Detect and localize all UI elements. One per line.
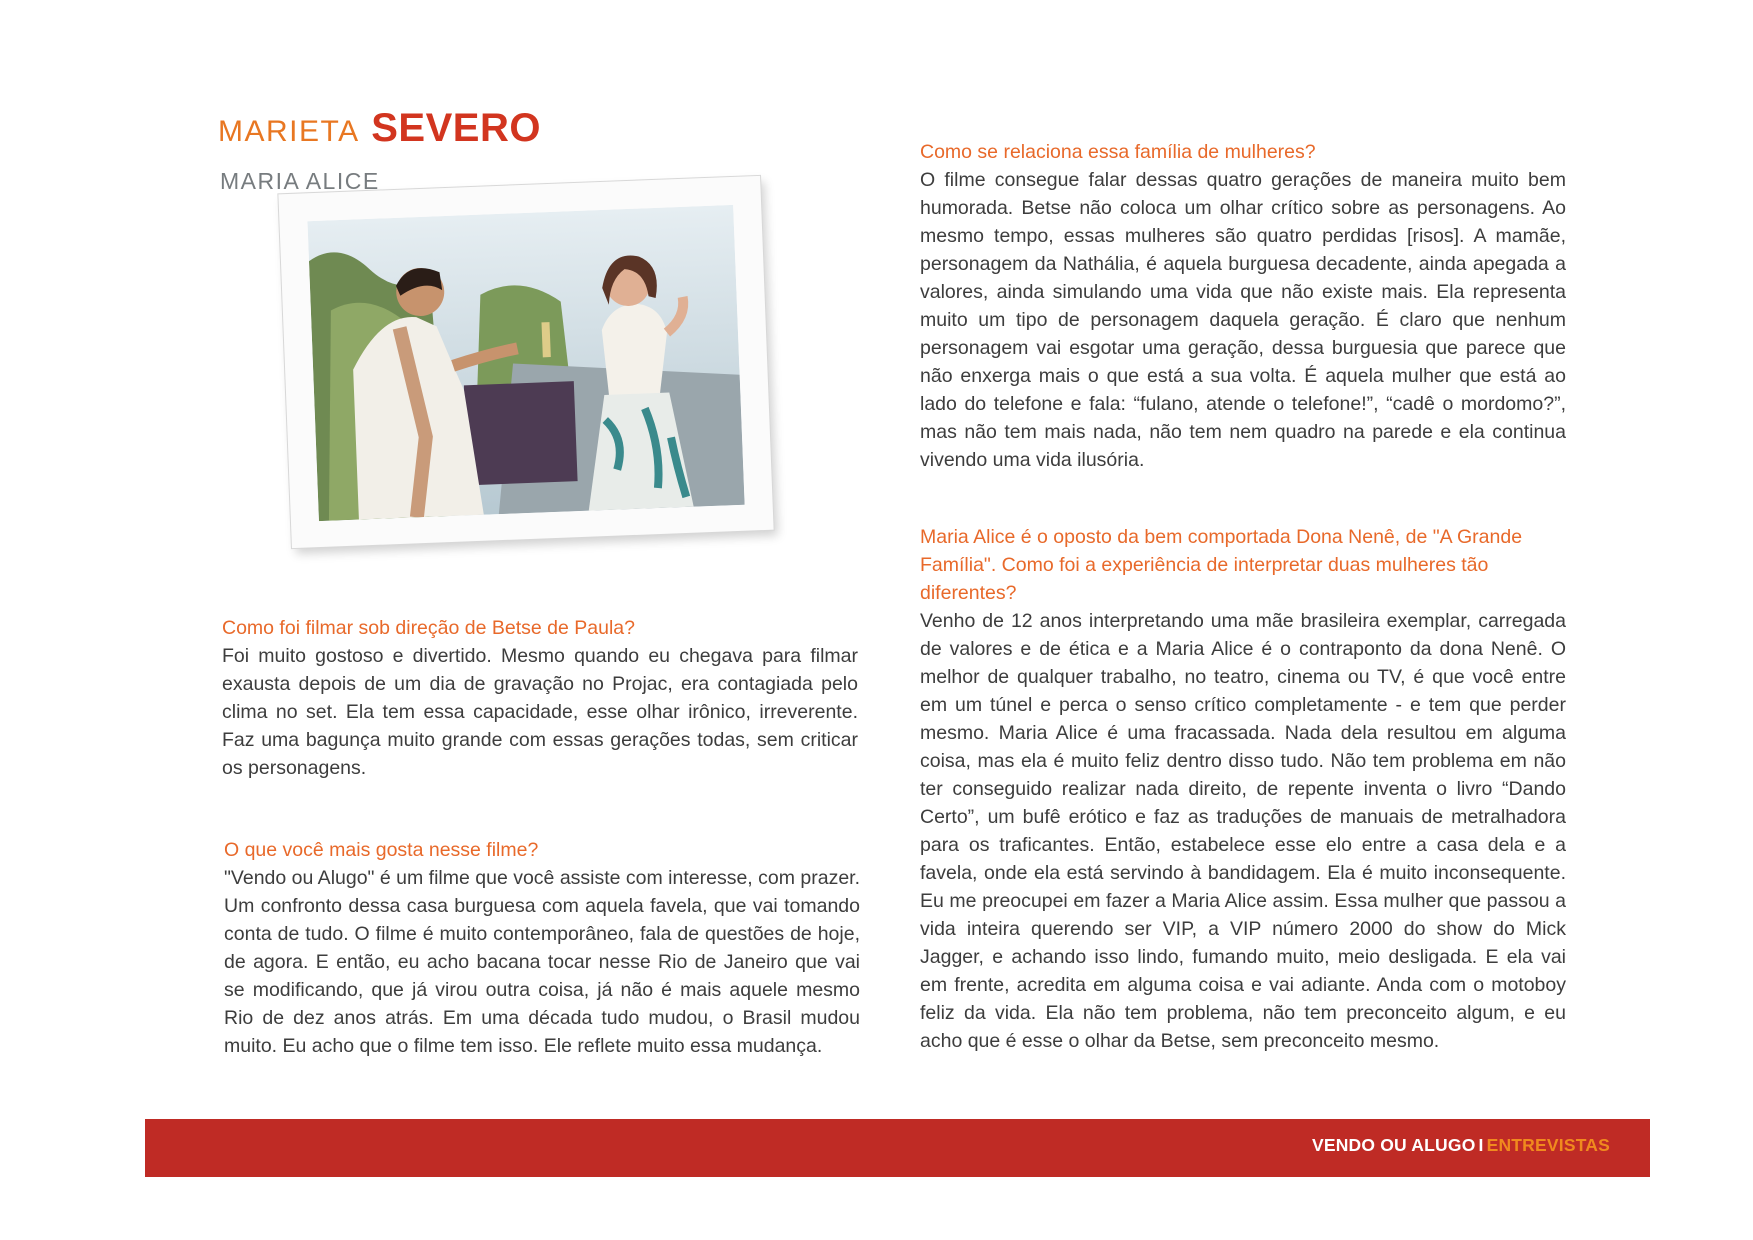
question-heading: O que você mais gosta nesse filme? <box>224 839 539 861</box>
answer-paragraph: "Vendo ou Alugo" é um filme que você assiste com interesse, com prazer. Um confronto dessa casa burguesa com aquela favela, que vai tomando conta de tudo. O filme é muito contemporâneo, fala de questões de hoje, de agora. E então, eu acho bacana tocar nesse Rio de Janeiro que vai se modificando, que já virou outra coisa, já não é mais aquele mesmo Rio de dez anos atrás. Em uma década tudo mudou, o Brasil mudou muito. Eu acho que o filme tem isso. Ele reflete muito essa mudança. <box>224 867 861 1057</box>
footer-separator: I <box>1478 1135 1484 1155</box>
last-name: SEVERO <box>371 106 541 150</box>
page-title <box>218 108 541 148</box>
qa-block-3 <box>920 138 1566 474</box>
answer-paragraph: Foi muito gostoso e divertido. Mesmo quando eu chegava para filmar exausta depois de um dia de gravação no Projac, era contagiada pelo clima no set. Ela tem essa capacidade, esse olhar irônico, irreverente. Faz uma bagunça muito grande com essas gerações todas, sem criticar os personagens. <box>222 645 858 779</box>
answer-paragraph: Venho de 12 anos interpretando uma mãe brasileira exemplar, carregada de valores e de ética e a Maria Alice é o contraponto da dona Nenê. O melhor de qualquer trabalho, no teatro, cinema ou TV, é que você entre em um túnel e perca o senso crítico completamente - e tem que perder mesmo. Maria Alice é uma fracassada. Nada dela resultou em alguma coisa, mas ela é muito feliz dentro disso tudo. Não tem problema em não ter conseguido realizar nada direito, de repente inventa o livro “Dando Certo”, um bufê erótico e faz as traduções de manuais de metralhadora para os traficantes. Então, estabelece esse elo entre a casa dela e a favela, onde ela está servindo à bandidagem. Ela é muito inconsequente. Eu me preocupei em fazer a Maria Alice assim. Essa mulher que passou a vida inteira querendo ser VIP, a VIP número 2000 do show do Mick Jagger, e achando isso lindo, fumando muito, meio desligada. E ela vai em frente, acredita em alguma coisa e vai adiante. Anda com o motoboy feliz da vida. Ela não tem problema, não tem preconceito algum, e eu acho que é esse o olhar da Betse, sem preconceito mesmo. <box>920 610 1566 1052</box>
qa-block-2 <box>224 836 860 1060</box>
qa-block-1 <box>222 614 858 782</box>
question-heading: Como foi filmar sob direção de Betse de Paula? <box>222 617 635 639</box>
footer-section: ENTREVISTAS <box>1486 1135 1610 1155</box>
first-name: MARIETA <box>218 115 360 148</box>
answer-paragraph: O filme consegue falar dessas quatro gerações de maneira muito bem humorada. Betse não coloca um olhar crítico sobre as personagens. Ao mesmo tempo, essas mulheres são quatro perdidas [risos]. A mamãe, personagem da Nathália, é aquela burguesa decadente, ainda apegada a valores, ainda simulando uma vida que não existe mais. Ela representa muito um tipo de personagem daquela geração. É claro que nenhum personagem vai esgotar uma geração, dessa burguesia que parece que não enxerga mais o que está a sua volta. É aquela mulher que está ao lado do telefone e fala: “fulano, atende o telefone!”, “cadê o mordomo?”, mas não tem mais nada, não tem nem quadro na parede e ela continua vivendo uma vida ilusória. <box>920 169 1566 471</box>
question-heading: Como se relaciona essa família de mulheres? <box>920 141 1316 163</box>
question-heading: Maria Alice é o oposto da bem comportada Dona Nenê, de "A Grande Família". Como foi a experiência de interpretar duas mulheres tão diferentes? <box>920 526 1523 604</box>
footer-label <box>1312 1135 1610 1156</box>
footer-bar <box>145 1119 1650 1177</box>
qa-block-4 <box>920 523 1566 1055</box>
footer-title: VENDO OU ALUGO <box>1311 1135 1476 1155</box>
photo-frame <box>278 176 773 548</box>
character-name: MARIA ALICE <box>220 168 380 194</box>
film-still-photo <box>307 205 744 521</box>
